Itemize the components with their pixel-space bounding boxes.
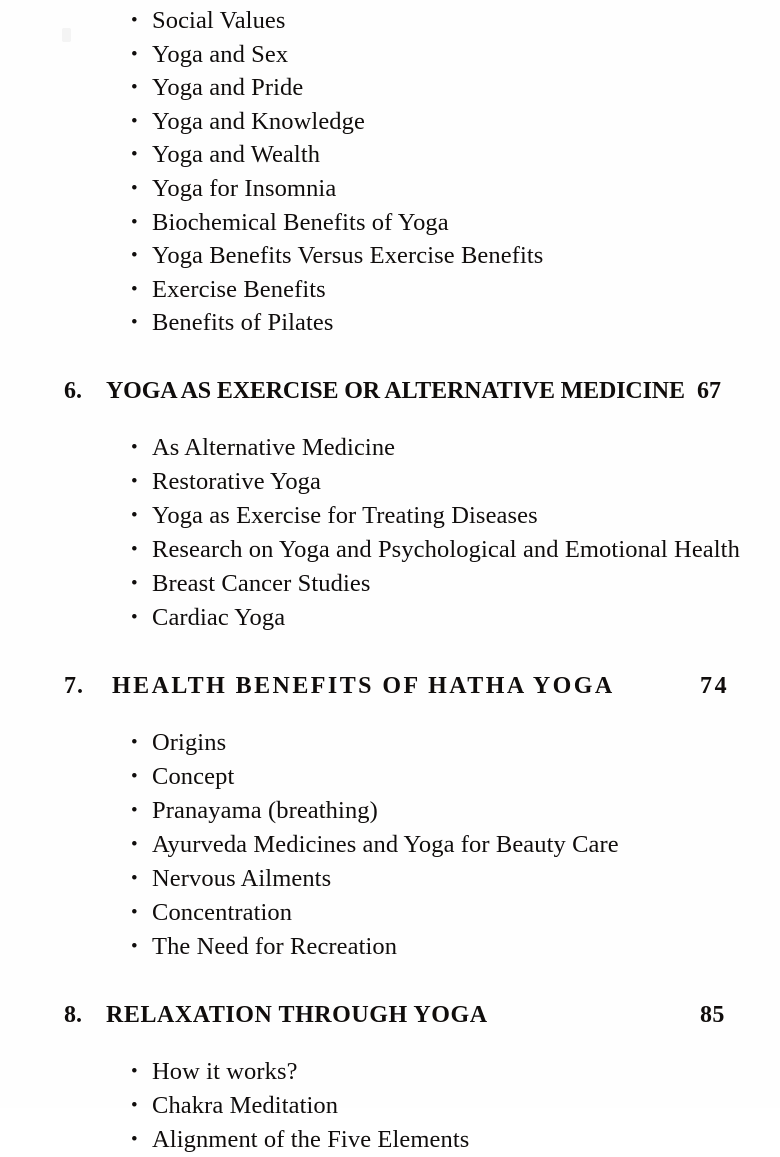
- list-item-label: Pranayama (breathing): [152, 796, 378, 824]
- chapter-number: 8.: [64, 1001, 82, 1028]
- list-item: [0, 138, 780, 172]
- list-item: [0, 567, 780, 601]
- chapter-page-number: 74: [700, 672, 730, 699]
- bullet-icon: •: [131, 43, 138, 65]
- list-item: [0, 794, 780, 828]
- list-item-label: Chakra Meditation: [152, 1091, 339, 1119]
- bullet-icon: •: [131, 765, 138, 787]
- list-item-label: Concept: [152, 762, 235, 790]
- list-item: [0, 206, 780, 240]
- chapter-7-topic-list: [0, 726, 780, 964]
- bullet-icon: •: [131, 1128, 138, 1150]
- bullet-icon: •: [131, 278, 138, 300]
- bullet-icon: •: [131, 833, 138, 855]
- bullet-icon: •: [131, 312, 138, 334]
- list-item-label: Restorative Yoga: [152, 467, 322, 495]
- list-item-label: Yoga as Exercise for Treating Diseases: [152, 501, 538, 529]
- list-item: [0, 465, 780, 499]
- chapter-number: 7.: [64, 672, 84, 699]
- bullet-icon: •: [131, 731, 138, 753]
- bullet-icon: •: [131, 177, 138, 199]
- list-item: [0, 306, 780, 340]
- list-item: [0, 1123, 780, 1157]
- chapter-heading-7[interactable]: [0, 673, 780, 713]
- list-item: [0, 1089, 780, 1123]
- list-item: [0, 172, 780, 206]
- bullet-icon: •: [131, 1094, 138, 1116]
- list-item: [0, 239, 780, 273]
- list-item: [0, 760, 780, 794]
- bullet-icon: •: [131, 77, 138, 99]
- list-item-label: Concentration: [152, 898, 293, 926]
- list-item: [0, 828, 780, 862]
- chapter-title: RELAXATION THROUGH YOGA: [106, 1001, 488, 1028]
- bullet-icon: •: [131, 1060, 138, 1082]
- chapter-8-topic-list: [0, 1055, 780, 1157]
- list-item-label: Nervous Ailments: [152, 864, 332, 892]
- list-item-label: Research on Yoga and Psychological and Emotional Health: [152, 535, 740, 563]
- bullet-icon: •: [131, 211, 138, 233]
- chapter-section-6: [0, 340, 780, 635]
- bullet-icon: •: [131, 10, 138, 31]
- bullet-icon: •: [131, 245, 138, 267]
- list-item: [0, 431, 780, 465]
- bullet-icon: •: [131, 606, 138, 628]
- chapter-page-number: 67: [697, 377, 721, 404]
- bullet-icon: •: [131, 110, 138, 132]
- bullet-icon: •: [131, 901, 138, 923]
- list-item: [0, 1055, 780, 1089]
- list-item-label: Alignment of the Five Elements: [152, 1125, 470, 1153]
- list-item-label: Breast Cancer Studies: [152, 569, 371, 597]
- list-item-label: Ayurveda Medicines and Yoga for Beauty Care: [152, 830, 619, 858]
- chapter-heading-6[interactable]: [0, 378, 780, 418]
- list-item: [0, 71, 780, 105]
- list-item-label: As Alternative Medicine: [152, 433, 396, 461]
- bullet-icon: •: [131, 504, 138, 526]
- list-item: [0, 533, 772, 567]
- list-item-label: Social Values: [152, 7, 286, 34]
- continued-topic-list: [0, 4, 780, 340]
- list-item-label: Origins: [152, 728, 227, 756]
- list-item: [0, 38, 780, 72]
- chapter-title: YOGA AS EXERCISE OR ALTERNATIVE MEDICINE: [106, 377, 685, 404]
- chapter-page-number: 85: [700, 1001, 725, 1028]
- bullet-icon: •: [131, 538, 138, 560]
- list-item: [0, 601, 780, 635]
- bullet-icon: •: [131, 935, 138, 957]
- bullet-icon: •: [131, 144, 138, 166]
- bullet-icon: •: [131, 867, 138, 889]
- list-item: [0, 930, 780, 964]
- chapter-6-topic-list: [0, 431, 780, 635]
- list-item: [0, 896, 780, 930]
- list-item-label: Yoga and Wealth: [152, 141, 321, 169]
- list-item-label: The Need for Recreation: [152, 932, 398, 960]
- chapter-number: 6.: [64, 377, 82, 404]
- list-item: [0, 499, 780, 533]
- list-item-label: Cardiac Yoga: [152, 603, 286, 631]
- list-item-label: Yoga Benefits Versus Exercise Benefits: [152, 242, 544, 270]
- list-item-label: How it works?: [152, 1057, 298, 1085]
- list-item: [0, 273, 780, 307]
- bullet-icon: •: [131, 436, 138, 458]
- chapter-section-8: [0, 964, 780, 1157]
- list-item-label: Yoga and Sex: [152, 40, 289, 68]
- list-item: [0, 4, 780, 38]
- chapter-title: HEALTH BENEFITS OF HATHA YOGA: [112, 672, 615, 699]
- list-item-label: Biochemical Benefits of Yoga: [152, 208, 449, 236]
- list-item-label: Yoga for Insomnia: [152, 174, 337, 202]
- bullet-icon: •: [131, 572, 138, 594]
- list-item-label: Exercise Benefits: [152, 275, 326, 303]
- bullet-icon: •: [131, 470, 138, 492]
- list-item: [0, 726, 780, 760]
- list-item-label: Yoga and Knowledge: [152, 107, 365, 135]
- list-item-label: Benefits of Pilates: [152, 309, 334, 337]
- chapter-heading-8[interactable]: [0, 1002, 780, 1042]
- list-item-label: Yoga and Pride: [152, 74, 304, 102]
- bullet-icon: •: [131, 799, 138, 821]
- list-item: [0, 862, 780, 896]
- chapter-section-7: [0, 635, 780, 964]
- list-item: [0, 105, 780, 139]
